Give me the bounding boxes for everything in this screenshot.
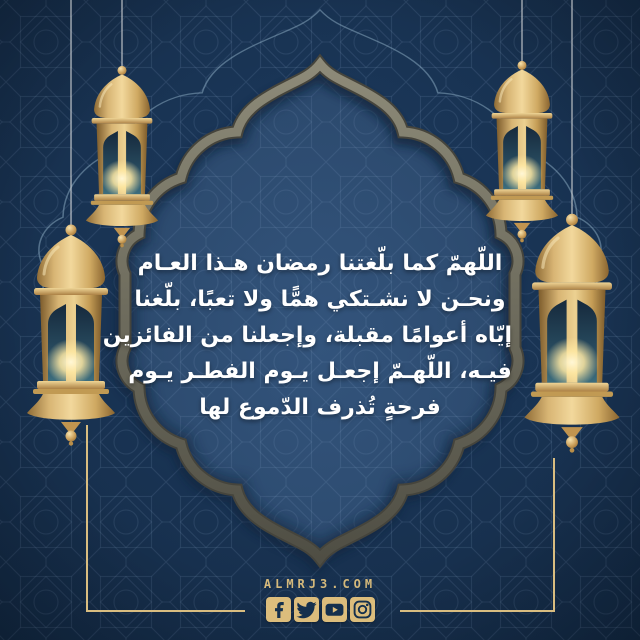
social-icons-row: [0, 597, 640, 622]
site-watermark: ALMRJ3.COM: [263, 577, 377, 591]
prayer-line: إيّاه أعوامًا مقبلة، وإجعلنا من الفائزين: [102, 323, 512, 348]
prayer-line: اللّهمّ كما بلّغتنا رمضان هـذا العـام: [137, 251, 503, 276]
prayer-line: فرحةٍ تُذرف الدّموع لها: [199, 395, 441, 420]
instagram-icon: [350, 597, 375, 622]
facebook-icon: [266, 597, 291, 622]
prayer-text: [102, 246, 512, 426]
prayer-line: فيـه، اللّهـمّ إجعـل يـوم الفطـر يـوم: [128, 359, 512, 384]
prayer-line: ونحـن لا نشـتكي همًّا ولا تعبًا، بلّغنا: [134, 287, 506, 312]
youtube-icon: [322, 597, 347, 622]
twitter-icon: [294, 597, 319, 622]
